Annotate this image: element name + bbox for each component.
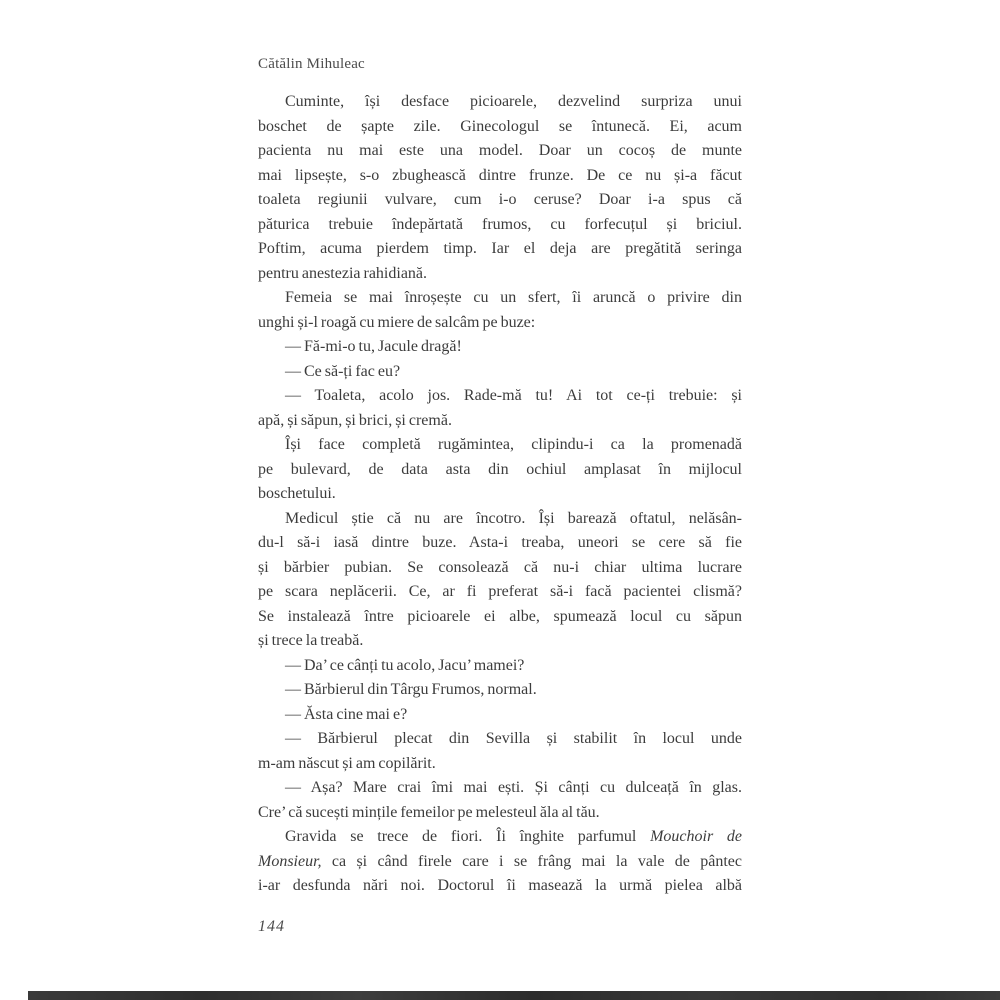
paragraph [258, 727, 742, 776]
body-text [258, 90, 742, 899]
text-line: boschet de șapte zile. Ginecologul se întunecă. Ei, acum [258, 117, 742, 135]
text-line: păturica trebuie îndepărtată frumos, cu forfecuțul și briciul. [258, 215, 742, 233]
text-line: — Așa? Mare crai îmi mai ești. Și cânți cu dulceață în glas. [285, 779, 742, 796]
text-line: — Ăsta cine mai e? [285, 705, 408, 723]
text-line: — Da’ ce cânți tu acolo, Jacu’ mamei? [285, 656, 525, 674]
paragraph [258, 384, 742, 433]
text-line: Medicul știe că nu are încotro. Își barează oftatul, nelăsân- [285, 509, 742, 527]
text-line: pentru anestezia rahidiană. [258, 264, 428, 282]
text-line: pe bulevard, de data asta din ochiul amplasat în mijlocul [258, 460, 742, 478]
text-line: du-l să-i iasă dintre buze. Asta-i treaba, uneori se cere să fie [258, 534, 742, 551]
text-line: și bărbier pubian. Se consolează că nu-i chiar ultima lucrare [258, 558, 742, 576]
paragraph [258, 678, 742, 703]
paragraph [258, 654, 742, 679]
text-line: Monsieur, ca și când firele care i se frâng mai la vale de pântec [258, 852, 742, 870]
page-number: 144 [258, 918, 285, 935]
bottom-bar [28, 991, 1000, 1000]
paragraph [258, 703, 742, 728]
text-line: i-ar desfunda nări noi. Doctorul îi masează la urmă pielea albă [258, 877, 742, 894]
text-line: Poftim, acuma pierdem timp. Iar el deja are pregătită seringa [258, 240, 742, 257]
text-line: și trece la treabă. [258, 632, 364, 649]
text-line: Cuminte, își desface picioarele, dezvelind surpriza unui [285, 93, 742, 110]
text-line: — Ce să-ți fac eu? [285, 362, 401, 380]
text-line: pe scara neplăcerii. Ce, ar fi preferat să-i facă pacientei clismă? [258, 583, 742, 600]
text-line: — Bărbierul din Târgu Frumos, normal. [285, 681, 537, 698]
paragraph [258, 433, 742, 507]
paragraph [258, 335, 742, 360]
text-line: — Bărbierul plecat din Sevilla și stabilit în locul unde [285, 730, 742, 747]
text-line: apă, și săpun, și brici, și cremă. [258, 411, 452, 429]
paragraph [258, 507, 742, 654]
text-line: — Toaleta, acolo jos. Rade-mă tu! Ai tot ce-ți trebuie: și [285, 387, 742, 404]
text-line: unghi și-l roagă cu miere de salcâm pe buze: [258, 313, 536, 331]
text-line: Se instalează între picioarele ei albe, spumează locul cu săpun [258, 607, 742, 625]
paragraph [258, 825, 742, 899]
text-line: boschetului. [258, 485, 336, 502]
text-line: pacienta nu mai este una model. Doar un cocoș de munte [258, 142, 742, 159]
text-line: m-am născut și am copilărit. [258, 754, 436, 772]
text-line: mai lipsește, s-o zbughească dintre frunze. De ce nu și-a făcut [258, 166, 742, 184]
text-line: Își face completă rugămintea, clipindu-i ca la promenadă [285, 436, 742, 453]
text-line: Gravida se trece de fiori. Îi înghite parfumul Mouchoir de [285, 828, 743, 845]
text-line: Cre’ că sucești mințile femeilor pe melesteul ăla al tău. [258, 803, 600, 821]
paragraph [258, 360, 742, 385]
paragraph [258, 286, 742, 335]
text-line: toaleta regiunii vulvare, cum i-o ceruse? Doar i-a spus că [258, 191, 742, 208]
text-line: Femeia se mai înroșește cu un sfert, îi aruncă o privire din [285, 289, 742, 306]
paragraph [258, 776, 742, 825]
running-header-author: Cătălin Mihuleac [258, 56, 365, 72]
paragraph [258, 90, 742, 286]
text-line: — Fă-mi-o tu, Jacule dragă! [285, 338, 462, 355]
